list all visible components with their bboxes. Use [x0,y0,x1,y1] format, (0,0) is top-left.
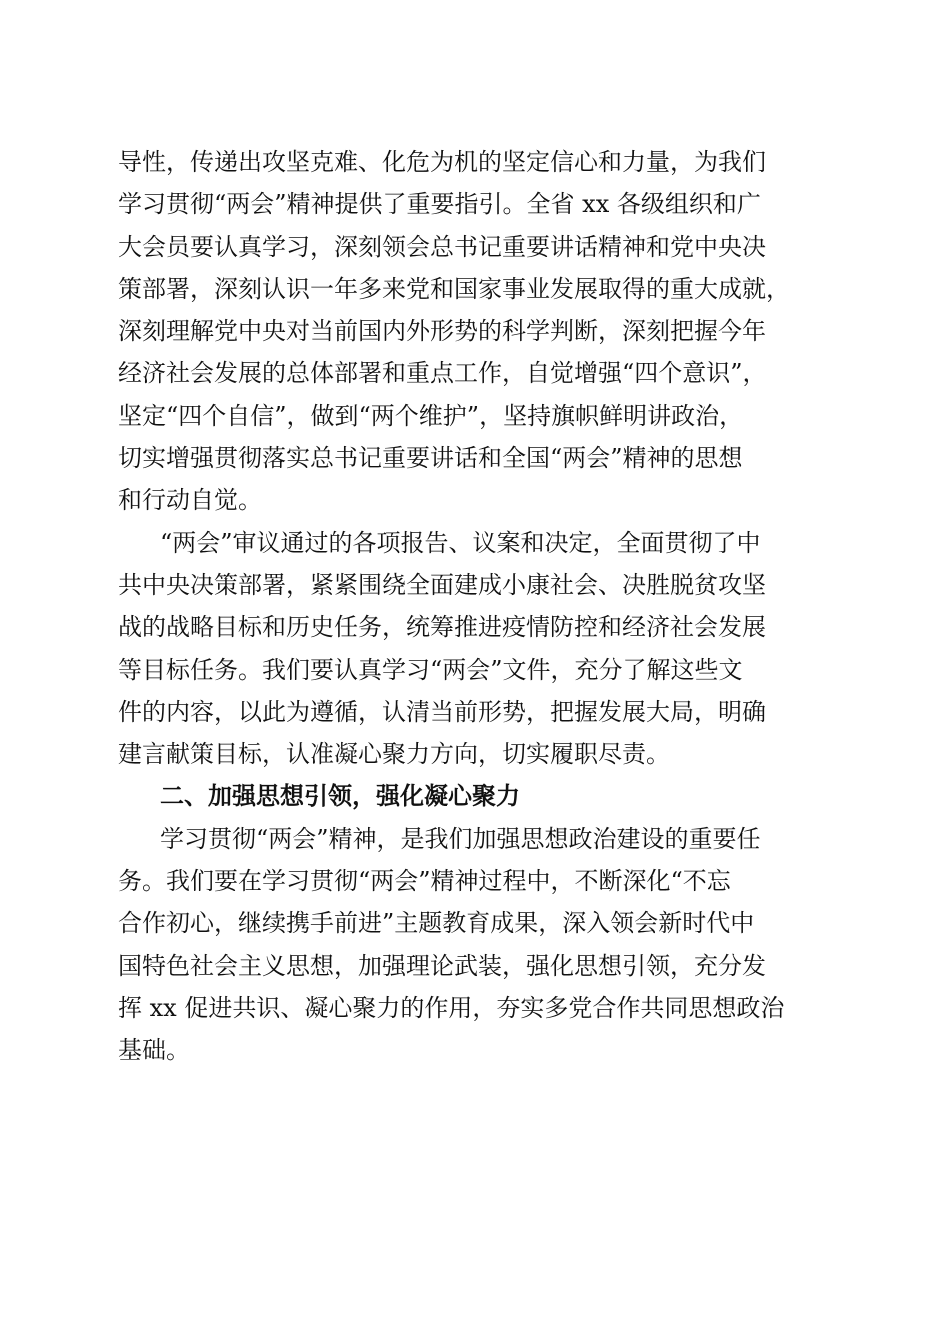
text-line: 建言献策目标，认准凝心聚力方向，切实履职尽责。 [118,740,670,769]
paragraph-3 [118,818,828,1072]
text-line: 导性，传递出攻坚克难、化危为机的坚定信心和力量，为我们 [118,148,766,176]
text-line: 基础。 [118,1036,190,1065]
paragraph-1 [118,141,828,522]
text-line: 大会员要认真学习，深刻领会总书记重要讲话精神和党中央决 [118,232,766,261]
section-heading: 二、加强思想引领，强化凝心聚力 [160,782,520,811]
text-line: 战的战略目标和历史任务，统筹推进疫情防控和经济社会发展 [118,613,766,642]
document-body [118,141,828,1072]
text-line: “两会”审议通过的各项报告、议案和决定，全面贯彻了中 [160,528,761,557]
text-line: 务。我们要在学习贯彻“两会”精神过程中，不断深化“不忘 [118,867,731,896]
text-line: 件的内容，以此为遵循，认清当前形势，把握发展大局，明确 [118,697,766,726]
text-line: 等目标任务。我们要认真学习“两会”文件，充分了解这些文 [118,655,743,684]
text-line: 国特色社会主义思想，加强理论武装，强化思想引领，充分发 [118,951,766,980]
text-line: 经济社会发展的总体部署和重点工作，自觉增强“四个意识”， [118,359,767,388]
paragraph-2 [118,522,828,776]
text-line: 学习贯彻“两会”精神提供了重要指引。全省 xx 各级组织和广 [118,190,761,219]
text-line: 深刻理解党中央对当前国内外形势的科学判断，深刻把握今年 [118,317,766,346]
text-line: 挥 xx 促进共识、凝心聚力的作用，夯实多党合作共同思想政治 [118,993,785,1022]
text-line: 坚定“四个自信”，做到“两个维护”，坚持旗帜鲜明讲政治， [118,401,744,430]
text-line: 策部署，深刻认识一年多来党和国家事业发展取得的重大成就， [118,274,790,303]
text-line: 合作初心，继续携手前进”主题教育成果，深入领会新时代中 [118,909,755,938]
text-line: 学习贯彻“两会”精神，是我们加强思想政治建设的重要任 [160,824,761,853]
text-line: 和行动自觉。 [118,486,262,515]
text-line: 共中央决策部署，紧紧围绕全面建成小康社会、决胜脱贫攻坚 [118,570,766,599]
text-line: 切实增强贯彻落实总书记重要讲话和全国“两会”精神的思想 [118,444,743,473]
